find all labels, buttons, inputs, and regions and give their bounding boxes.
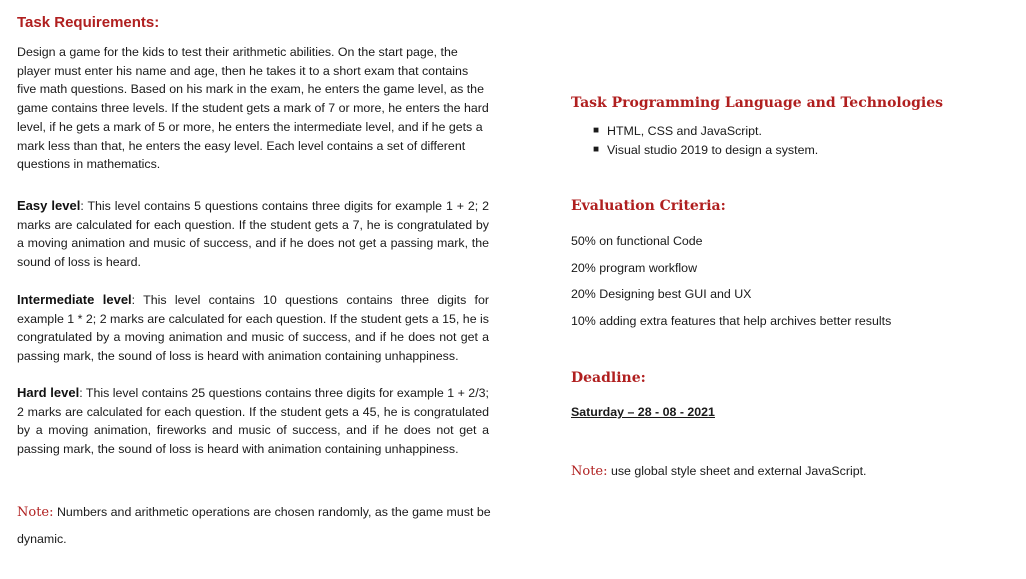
evaluation-list (571, 228, 1011, 335)
hard-level-text: This level contains 25 questions contains three digits for example 1 + 2/3; 2 marks are calculated for each question. If the student gets a 45, he is congratulated by a moving animation, fireworks and music of success, and if he does not get a passing mark, the sound of loss is heard with animation containing unhappiness. (17, 386, 489, 457)
deadline-heading: Deadline: (571, 370, 646, 386)
intermediate-level-name: Intermediate level (17, 292, 132, 307)
technologies-heading: Task Programming Language and Technologies (571, 95, 943, 111)
left-note-label: Note: (17, 505, 54, 520)
list-item: 50% on functional Code (571, 234, 703, 248)
easy-level-name: Easy level (17, 198, 81, 213)
list-item: 10% adding extra features that help archives better results (571, 314, 892, 329)
task-requirements-heading: Task Requirements: (17, 14, 160, 31)
easy-level-paragraph: Easy level: This level contains 5 questions contains three digits for example 1 + 2; 2 marks are calculated for each question. If the student gets a 7, he is congratulated by a moving animation and music of success, and if he does not get a passing mark, the sound of loss is heard. (17, 198, 489, 270)
intermediate-level-text: This level contains 10 questions contains three digits for example 1 * 2; 2 marks are calculated for each question. If the student gets a 15, he is congratulated by a moving animation and music of success, and if he does not get a passing mark, the sound of loss is heard with animation containing unhappiness. (17, 293, 490, 364)
intermediate-level-paragraph: Intermediate level: This level contains 10 questions contains three digits for example 1 * 2; 2 marks are calculated for each question. If the student gets a 15, he is congratulated by a moving animation and music of success, and if he does not get a passing mark, the sound of loss is heard with animation containing unhappiness. (17, 292, 490, 364)
list-item: 20% program workflow (571, 260, 698, 275)
deadline-date: Saturday – 28 - 08 - 2021 (571, 405, 715, 419)
right-note-text: use global style sheet and external JavaScript. (610, 464, 867, 478)
left-note-text: Numbers and arithmetic operations are chosen randomly, as the game must be dynamic. (17, 505, 491, 546)
evaluation-heading: Evaluation Criteria: (571, 198, 726, 214)
bullet-icon: ■ (593, 143, 600, 155)
bullet-icon: ■ (593, 125, 600, 136)
task-intro-paragraph: Design a game for the kids to test their arithmetic abilities. On the start page, the player must enter his name and age, then he takes it to a short exam that contains five math questions. Based on his mark in the exam, he enters the game level, as the game contains three levels. If the student gets a mark of 7 or more, he enters the hard level, if he gets a mark of 5 or more, he enters the intermediate level, and if he gets a mark less than that, he enters the easy level. Each level contains a set of different questions in mathematics. (17, 45, 489, 172)
right-note-paragraph (571, 462, 1011, 482)
hard-level-name: Hard level (17, 385, 80, 400)
technologies-list (571, 122, 818, 159)
hard-level-paragraph: Hard level: This level contains 25 questions contains three digits for example 1 + 2/3; 2 marks are calculated for each question. If the student gets a 45, he is congratulated by a moving animation, fireworks and music of success, and if he does not get a passing mark, the sound of loss is heard with animation containing unhappiness. (17, 385, 489, 457)
list-item: ■ HTML, CSS and JavaScript. (607, 122, 818, 141)
left-note-paragraph (17, 499, 492, 552)
easy-level-text: This level contains 5 questions contains three digits for example 1 + 2; 2 marks are calculated for each question. If the student gets a 7, he is congratulated by a moving animation and music of success, and if he does not get a passing mark, the sound of loss is heard. (17, 199, 489, 270)
list-item: 20% Designing best GUI and UX (571, 287, 752, 302)
right-note-label: Note: (571, 464, 608, 479)
list-item: ■ Visual studio 2019 to design a system. (607, 141, 818, 160)
